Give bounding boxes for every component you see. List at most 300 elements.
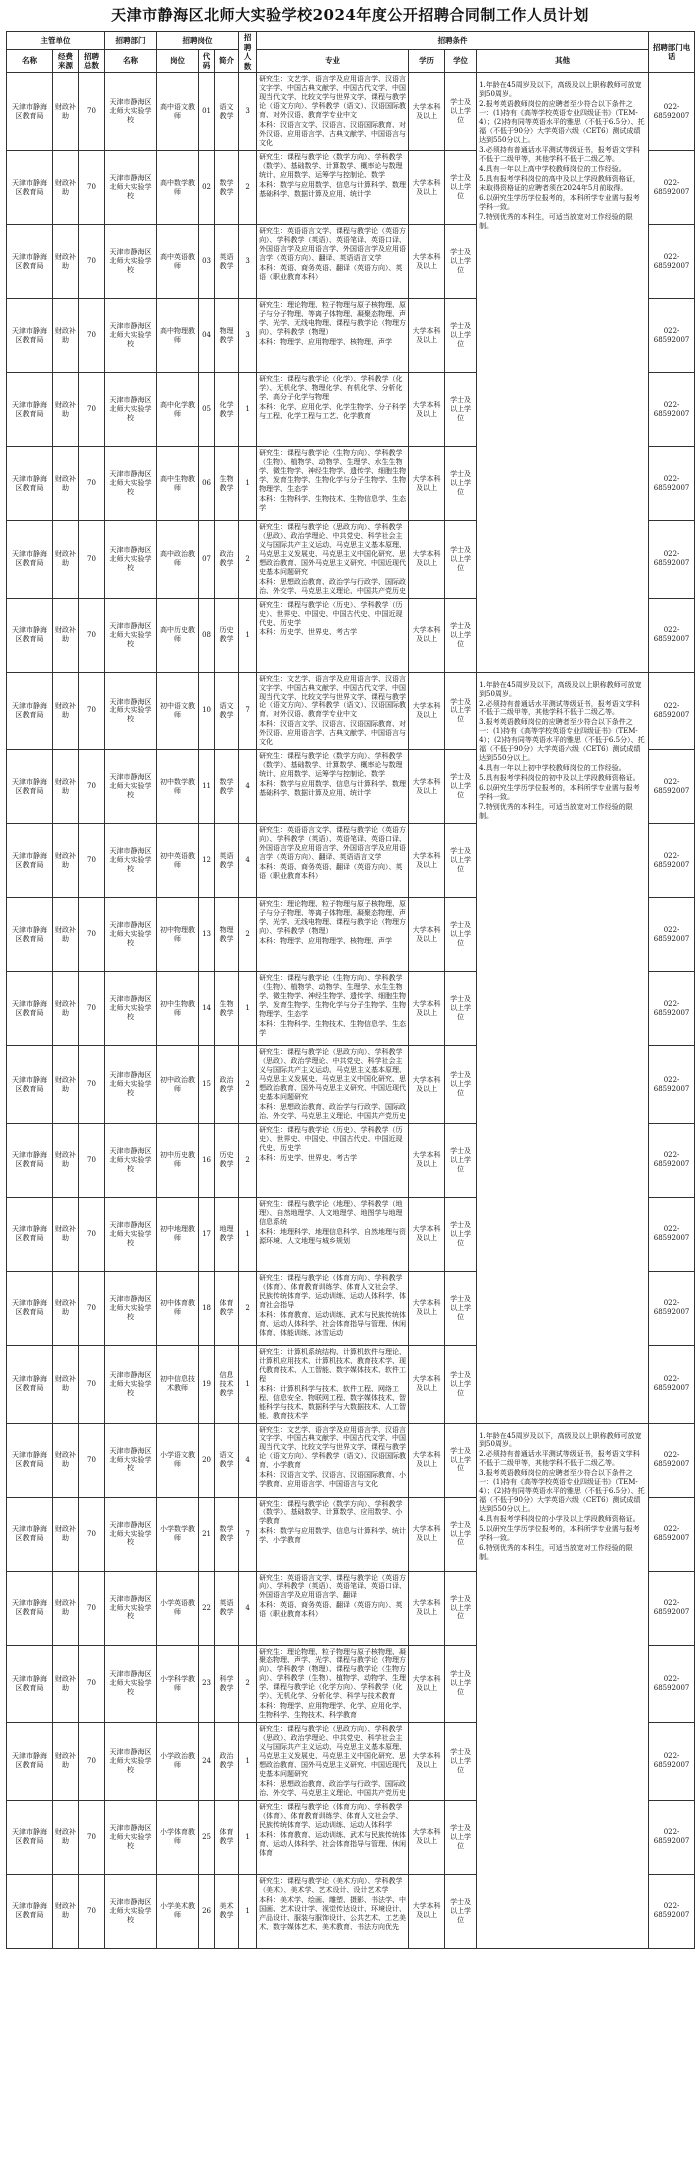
total-count: 70	[79, 1571, 105, 1645]
hire-count: 1	[239, 598, 257, 672]
post-name: 高中英语教师	[157, 225, 199, 299]
col-post: 岗位	[157, 49, 199, 72]
hire-count: 2	[239, 521, 257, 599]
table-row	[7, 73, 695, 151]
requirement-line: 1.年龄在45周岁及以下，高级及以上职称教师可放宽到50周岁。	[479, 680, 642, 698]
major-line: 本科：体育教育、运动训练、武术与民族传统体育、运动人体科学、社会体育指导与管理、休闲体育	[259, 1830, 407, 1857]
post-name: 小学数学教师	[157, 1497, 199, 1571]
total-count: 70	[79, 1197, 105, 1271]
other-requirements	[477, 672, 649, 1423]
education-level: 大学本科及以上	[409, 447, 445, 521]
degree-level: 学士及以上学位	[445, 824, 477, 898]
degree-level: 学士及以上学位	[445, 1723, 477, 1801]
major-line: 研究生：课程与教学论（美术方向）、学科教学（美术）、美术学、艺术设计、设计艺术学	[259, 1876, 403, 1894]
header-supervisor: 主管单位	[7, 32, 105, 50]
requirement-line: 2.报考英语教师岗位的应聘者至少符合以下条件之一：(1)持有《高等学校英语专业四级证书》（TEM-4）；(2)持有同等英语水平的雅思（不低于6.5分）、托福（不低于90分）大学英语六级（CET6）测试成绩达到550分以上。	[479, 100, 645, 145]
hire-count: 2	[239, 1645, 257, 1723]
requirement-line: 2.必须持有普通话水平测试等级证书，报考语文学科不低于二级甲等，其他学科不低于二级乙等。	[479, 1450, 640, 1468]
org-name: 天津市静海区教育局	[7, 1723, 53, 1801]
major-requirement	[257, 1800, 409, 1874]
major-line: 本科：数学与应用数学、信息与计算科学、数理基础科学、数据计算及应用、统计学	[259, 180, 407, 198]
org-name: 天津市静海区教育局	[7, 521, 53, 599]
post-code: 11	[199, 750, 215, 824]
post-code: 18	[199, 1271, 215, 1345]
degree-level: 学士及以上学位	[445, 299, 477, 373]
degree-level: 学士及以上学位	[445, 1123, 477, 1197]
major-line: 本科：美术学、绘画、雕塑、摄影、书法学、中国画、艺术设计学、视觉传达设计、环境设计、产品设计、服装与服饰设计、公共艺术、工艺美术、数字媒体艺术、美术教育、书法方向优先	[259, 1895, 407, 1931]
major-line: 研究生：文艺学、语言学及应用语言学、汉语言文字学、中国古典文献学、中国古代文学、中国现当代文学、比较文学与世界文学、课程与教学论（语文方向）、学科教学（语文）、汉语国际教育、对外汉语、教育学专业中文	[259, 75, 407, 120]
post-brief: 科学教学	[215, 1645, 239, 1723]
major-requirement	[257, 1645, 409, 1723]
hire-count: 4	[239, 824, 257, 898]
org-name: 天津市静海区教育局	[7, 972, 53, 1046]
dept-name: 天津市静海区北师大实验学校	[105, 1197, 157, 1271]
requirement-line: 4.具有一年以上初中学校教师岗位的工作经验。	[479, 764, 626, 773]
major-line: 研究生：课程与教学论（历史）、学科教学（历史）、世界史、中国史、中国古代史、中国近现代史、历史学	[259, 1125, 403, 1152]
post-name: 初中体育教师	[157, 1271, 199, 1345]
post-name: 初中数学教师	[157, 750, 199, 824]
education-level: 大学本科及以上	[409, 1497, 445, 1571]
fund-source: 财政补助	[53, 824, 79, 898]
major-line: 本科：物理学、应用物理学、化学、应用化学、生物科学、生物技术、科学教育	[259, 1702, 407, 1720]
requirement-line: 6.以研究生学历学位报考的，本科所学专业需与报考学科一致。	[479, 193, 640, 211]
hire-count: 2	[239, 151, 257, 225]
col-total: 招聘总数	[79, 49, 105, 72]
org-name: 天津市静海区教育局	[7, 1800, 53, 1874]
dept-name: 天津市静海区北师大实验学校	[105, 225, 157, 299]
major-line: 研究生：理论物理、粒子物理与原子核物理、原子与分子物理、等离子体物理、凝聚态物理、声学、光学、无线电物理、课程与教学论（物理方向）、学科教学（物理）	[259, 900, 407, 936]
major-line: 本科：思想政治教育、政治学与行政学、国际政治、外交学、马克思主义理论、中国共产党历史	[259, 577, 407, 595]
post-code: 24	[199, 1723, 215, 1801]
degree-level: 学士及以上学位	[445, 672, 477, 750]
dept-name: 天津市静海区北师大实验学校	[105, 1345, 157, 1423]
major-requirement	[257, 373, 409, 447]
major-line: 本科：体育教育、运动训练、武术与民族传统体育、运动人体科学、社会体育指导与管理、休闲体育、体能训练、冰雪运动	[259, 1310, 407, 1337]
major-requirement	[257, 447, 409, 521]
total-count: 70	[79, 225, 105, 299]
dept-phone: 022-68592007	[649, 1197, 695, 1271]
hire-count: 2	[239, 898, 257, 972]
dept-phone: 022-68592007	[649, 824, 695, 898]
post-name: 高中历史教师	[157, 598, 199, 672]
post-code: 20	[199, 1423, 215, 1497]
col-brief: 简介	[215, 49, 239, 72]
post-brief: 地理教学	[215, 1197, 239, 1271]
dept-phone: 022-68592007	[649, 299, 695, 373]
degree-level: 学士及以上学位	[445, 1800, 477, 1874]
major-line: 本科：历史学、世界史、考古学	[259, 628, 358, 637]
dept-name: 天津市静海区北师大实验学校	[105, 373, 157, 447]
fund-source: 财政补助	[53, 1197, 79, 1271]
education-level: 大学本科及以上	[409, 1571, 445, 1645]
fund-source: 财政补助	[53, 151, 79, 225]
degree-level: 学士及以上学位	[445, 1571, 477, 1645]
header-column-row	[7, 49, 695, 72]
total-count: 70	[79, 824, 105, 898]
major-line: 本科：物理学、应用物理学、核物理、声学	[259, 937, 393, 946]
education-level: 大学本科及以上	[409, 1197, 445, 1271]
major-line: 本科：地理科学、地理信息科学、自然地理与资源环境、人文地理与城乡规划	[259, 1227, 407, 1245]
dept-phone: 022-68592007	[649, 898, 695, 972]
major-line: 研究生：课程与教学论（数学方向）、学科教学（数学）、基础数学、计算数学、应用数学、小学教育	[259, 1499, 403, 1526]
dept-phone: 022-68592007	[649, 1723, 695, 1801]
major-line: 研究生：文艺学、语言学及应用语言学、汉语言文字学、中国古典文献学、中国古代文学、中国现当代文学、比较文学与世界文学、课程与教学论（语文方向）、学科教学（语文）、汉语国际教育、小学教育	[259, 1425, 407, 1470]
dept-phone: 022-68592007	[649, 1423, 695, 1497]
major-requirement	[257, 1345, 409, 1423]
total-count: 70	[79, 1271, 105, 1345]
hire-count: 1	[239, 1874, 257, 1948]
degree-level: 学士及以上学位	[445, 151, 477, 225]
post-brief: 化学教学	[215, 373, 239, 447]
major-line: 本科：汉语言文学、汉语言、汉语国际教育、小学教育、应用语言学、中国语言与文化	[259, 1471, 407, 1489]
major-line: 研究生：计算机系统结构、计算机软件与理论、计算机应用技术、计算机技术、教育技术学、现代教育技术、人工智能、数字媒体技术、软件工程	[259, 1347, 407, 1383]
requirement-line: 7.特别优秀的本科生，可适当放宽对工作经验的限制。	[479, 803, 633, 820]
other-requirements	[477, 1423, 649, 1948]
dept-name: 天津市静海区北师大实验学校	[105, 898, 157, 972]
dept-phone: 022-68592007	[649, 73, 695, 151]
org-name: 天津市静海区教育局	[7, 1197, 53, 1271]
dept-name: 天津市静海区北师大实验学校	[105, 1046, 157, 1124]
fund-source: 财政补助	[53, 1046, 79, 1124]
post-code: 12	[199, 824, 215, 898]
major-requirement	[257, 672, 409, 750]
major-line: 本科：思想政治教育、政治学与行政学、国际政治、外交学、马克思主义理论、中国共产党历史	[259, 1779, 407, 1797]
org-name: 天津市静海区教育局	[7, 1645, 53, 1723]
fund-source: 财政补助	[53, 1345, 79, 1423]
post-code: 08	[199, 598, 215, 672]
dept-phone: 022-68592007	[649, 1345, 695, 1423]
total-count: 70	[79, 447, 105, 521]
total-count: 70	[79, 1345, 105, 1423]
post-code: 05	[199, 373, 215, 447]
hire-count: 1	[239, 1723, 257, 1801]
total-count: 70	[79, 750, 105, 824]
total-count: 70	[79, 1645, 105, 1723]
org-name: 天津市静海区教育局	[7, 1345, 53, 1423]
education-level: 大学本科及以上	[409, 521, 445, 599]
dept-name: 天津市静海区北师大实验学校	[105, 1800, 157, 1874]
major-line: 本科：汉语言文学、汉语言、汉语国际教育、对外汉语、应用语言学、古典文献学、中国语言与文化	[259, 121, 407, 148]
major-requirement	[257, 151, 409, 225]
requirement-line: 1.年龄在45周岁及以下，高级及以上职称教师可放宽到50周岁。	[479, 81, 642, 99]
org-name: 天津市静海区教育局	[7, 1497, 53, 1571]
post-brief: 语文教学	[215, 73, 239, 151]
dept-name: 天津市静海区北师大实验学校	[105, 598, 157, 672]
education-level: 大学本科及以上	[409, 598, 445, 672]
major-requirement	[257, 824, 409, 898]
major-line: 研究生：课程与教学论（地理）、学科教学（地理）、自然地理学、人文地理学、地图学与地理信息系统	[259, 1199, 403, 1226]
major-line: 本科：思想政治教育、政治学与行政学、国际政治、外交学、马克思主义理论、中国共产党历史	[259, 1102, 407, 1120]
org-name: 天津市静海区教育局	[7, 73, 53, 151]
post-brief: 语文教学	[215, 672, 239, 750]
dept-phone: 022-68592007	[649, 1271, 695, 1345]
post-brief: 信息技术教学	[215, 1345, 239, 1423]
total-count: 70	[79, 1723, 105, 1801]
post-code: 22	[199, 1571, 215, 1645]
fund-source: 财政补助	[53, 1123, 79, 1197]
post-name: 小学英语教师	[157, 1571, 199, 1645]
post-brief: 政治教学	[215, 521, 239, 599]
education-level: 大学本科及以上	[409, 1046, 445, 1124]
col-major: 专业	[257, 49, 409, 72]
education-level: 大学本科及以上	[409, 672, 445, 750]
org-name: 天津市静海区教育局	[7, 447, 53, 521]
requirement-line: 3.报考英语教师岗位的应聘者至少符合以下条件之一：(1)持有《高等学校英语专业四级证书》（TEM-4）；(2)持有同等英语水平的雅思（不低于6.5分）、托福（不低于90分）大学英语六级（CET6）测试成绩达到550分以上。	[479, 1469, 645, 1514]
major-line: 本科：历史学、世界史、考古学	[259, 1153, 358, 1162]
major-line: 研究生：英语语言文学、课程与教学论（英语方向）、学科教学（英语）、英语笔译、英语口译、外国语言学及应用语言学、外国语言学及应用语言学（英语方向）、翻译、英语语言文学	[259, 227, 407, 262]
col-other: 其他	[477, 49, 649, 72]
fund-source: 财政补助	[53, 1423, 79, 1497]
major-line: 研究生：课程与教学论（思政方向）、学科教学（思政）、政治学理论、中共党史、科学社会主义与国际共产主义运动、马克思主义基本原理、马克思主义发展史、马克思主义中国化研究、思想政治教育、国外马克思主义研究、中国近现代史基本问题研究	[259, 523, 407, 576]
dept-name: 天津市静海区北师大实验学校	[105, 1497, 157, 1571]
major-line: 本科：计算机科学与技术、软件工程、网络工程、信息安全、物联网工程、数字媒体技术、智能科学与技术、数据科学与大数据技术、人工智能、教育技术学	[259, 1384, 407, 1420]
total-count: 70	[79, 672, 105, 750]
dept-name: 天津市静海区北师大实验学校	[105, 447, 157, 521]
dept-phone: 022-68592007	[649, 750, 695, 824]
org-name: 天津市静海区教育局	[7, 299, 53, 373]
org-name: 天津市静海区教育局	[7, 898, 53, 972]
post-brief: 历史教学	[215, 598, 239, 672]
major-requirement	[257, 1271, 409, 1345]
requirement-line: 4.具有一年以上高中学校教师岗位的工作经验。	[479, 164, 626, 173]
hire-count: 4	[239, 1423, 257, 1497]
post-code: 19	[199, 1345, 215, 1423]
education-level: 大学本科及以上	[409, 373, 445, 447]
major-line: 本科：英语、商务英语、翻译（英语方向）、英语（职业教育本科）	[259, 863, 403, 881]
post-name: 小学政治教师	[157, 1723, 199, 1801]
post-name: 初中历史教师	[157, 1123, 199, 1197]
education-level: 大学本科及以上	[409, 1800, 445, 1874]
education-level: 大学本科及以上	[409, 1874, 445, 1948]
header-phone: 招聘部门电话	[649, 32, 695, 73]
post-name: 初中物理教师	[157, 898, 199, 972]
total-count: 70	[79, 151, 105, 225]
education-level: 大学本科及以上	[409, 898, 445, 972]
post-name: 初中语文教师	[157, 672, 199, 750]
fund-source: 财政补助	[53, 972, 79, 1046]
requirement-line: 6.以研究生学历学位报考的，本科所学专业需与报考学科一致。	[479, 784, 640, 802]
major-requirement	[257, 73, 409, 151]
post-code: 04	[199, 299, 215, 373]
major-line: 研究生：课程与教学论（体育方向）、学科教学（体育）、体育教育训练学、体育人文社会学、民族传统体育学、运动训练、运动人体科学、体育社会指导	[259, 1273, 407, 1309]
header-post: 招聘岗位	[157, 32, 239, 50]
fund-source: 财政补助	[53, 750, 79, 824]
education-level: 大学本科及以上	[409, 750, 445, 824]
requirement-line: 5.具有报考学科岗位的高中及以上学段教师资格证，未取得资格证的应聘者须在2024年5月前取得。	[479, 174, 640, 192]
post-brief: 英语教学	[215, 225, 239, 299]
education-level: 大学本科及以上	[409, 1645, 445, 1723]
total-count: 70	[79, 1497, 105, 1571]
hire-count: 4	[239, 1571, 257, 1645]
requirement-line: 3.报考英语教师岗位的应聘者至少符合以下条件之一：(1)持有《高等学校英语专业四级证书》（TEM-4）；(2)持有同等英语水平的雅思（不低于6.5分）、托福（不低于90分）大学英语六级（CET6）测试成绩达到550分以上。	[479, 718, 645, 763]
major-line: 研究生：课程与教学论（历史）、学科教学（历史）、世界史、中国史、中国古代史、中国近现代史、历史学	[259, 600, 403, 627]
post-brief: 物理教学	[215, 898, 239, 972]
degree-level: 学士及以上学位	[445, 1497, 477, 1571]
major-line: 研究生：课程与教学论（生物方向）、学科教学（生物）、植物学、动物学、生理学、水生生物学、微生物学、神经生物学、遗传学、细胞生物学、发育生物学、生物化学与分子生物学、生物物理学、生态学	[259, 449, 407, 493]
post-brief: 政治教学	[215, 1046, 239, 1124]
education-level: 大学本科及以上	[409, 151, 445, 225]
post-name: 初中信息技术教师	[157, 1345, 199, 1423]
header-count: 招聘人数	[239, 32, 257, 73]
major-requirement	[257, 972, 409, 1046]
col-code: 代码	[199, 49, 215, 72]
hire-count: 1	[239, 972, 257, 1046]
education-level: 大学本科及以上	[409, 1723, 445, 1801]
degree-level: 学士及以上学位	[445, 225, 477, 299]
org-name: 天津市静海区教育局	[7, 598, 53, 672]
total-count: 70	[79, 1800, 105, 1874]
major-line: 本科：数学与应用数学、信息与计算科学、统计学、小学教育	[259, 1527, 407, 1545]
col-fund: 经费来源	[53, 49, 79, 72]
col-degree: 学位	[445, 49, 477, 72]
major-line: 研究生：课程与教学论（数学方向）、学科教学（数学）、基础数学、计算数学、概率论与数理统计、应用数学、运筹学与控制论、数学	[259, 752, 403, 779]
degree-level: 学士及以上学位	[445, 1874, 477, 1948]
hire-count: 1	[239, 1345, 257, 1423]
hire-count: 1	[239, 1197, 257, 1271]
recruitment-table	[6, 31, 695, 1949]
degree-level: 学士及以上学位	[445, 898, 477, 972]
total-count: 70	[79, 1874, 105, 1948]
fund-source: 财政补助	[53, 1874, 79, 1948]
dept-name: 天津市静海区北师大实验学校	[105, 672, 157, 750]
degree-level: 学士及以上学位	[445, 1423, 477, 1497]
page-title: 天津市静海区北师大实验学校2024年度公开招聘合同制工作人员计划	[111, 6, 589, 24]
post-brief: 生物教学	[215, 972, 239, 1046]
post-code: 03	[199, 225, 215, 299]
post-name: 小学体育教师	[157, 1800, 199, 1874]
major-requirement	[257, 598, 409, 672]
education-level: 大学本科及以上	[409, 299, 445, 373]
hire-count: 4	[239, 750, 257, 824]
org-name: 天津市静海区教育局	[7, 824, 53, 898]
dept-phone: 022-68592007	[649, 972, 695, 1046]
post-name: 初中生物教师	[157, 972, 199, 1046]
hire-count: 2	[239, 1046, 257, 1124]
post-code: 07	[199, 521, 215, 599]
post-name: 高中物理教师	[157, 299, 199, 373]
requirement-line: 5.以研究生学历学位报考的，本科所学专业需与报考学科一致。	[479, 1525, 640, 1542]
dept-name: 天津市静海区北师大实验学校	[105, 73, 157, 151]
major-requirement	[257, 750, 409, 824]
dept-name: 天津市静海区北师大实验学校	[105, 1874, 157, 1948]
post-name: 初中英语教师	[157, 824, 199, 898]
requirement-line: 3.必须持有普通话水平测试等级证书，报考语文学科不低于二级甲等，其他学科不低于二级乙等。	[479, 146, 640, 163]
post-code: 15	[199, 1046, 215, 1124]
post-code: 17	[199, 1197, 215, 1271]
dept-name: 天津市静海区北师大实验学校	[105, 1645, 157, 1723]
major-line: 本科：生物科学、生物技术、生物信息学、生态学	[259, 494, 407, 512]
table-row	[7, 672, 695, 750]
table-body	[7, 73, 695, 1948]
hire-count: 1	[239, 447, 257, 521]
requirement-line: 2.必须持有普通话水平测试等级证书，报考语文学科不低于二级甲等，其他学科不低于二级乙等。	[479, 699, 640, 717]
post-brief: 生物教学	[215, 447, 239, 521]
dept-name: 天津市静海区北师大实验学校	[105, 1423, 157, 1497]
dept-name: 天津市静海区北师大实验学校	[105, 521, 157, 599]
major-requirement	[257, 299, 409, 373]
post-code: 14	[199, 972, 215, 1046]
education-level: 大学本科及以上	[409, 225, 445, 299]
header-conditions: 招聘条件	[257, 32, 649, 50]
requirement-line: 4.具有报考学科岗位的小学及以上学段教师资格证。	[479, 1515, 640, 1524]
org-name: 天津市静海区教育局	[7, 1874, 53, 1948]
degree-level: 学士及以上学位	[445, 521, 477, 599]
education-level: 大学本科及以上	[409, 972, 445, 1046]
post-brief: 英语教学	[215, 824, 239, 898]
degree-level: 学士及以上学位	[445, 1046, 477, 1124]
fund-source: 财政补助	[53, 598, 79, 672]
fund-source: 财政补助	[53, 1497, 79, 1571]
total-count: 70	[79, 373, 105, 447]
degree-level: 学士及以上学位	[445, 598, 477, 672]
header-group-row	[7, 32, 695, 50]
major-line: 本科：化学、应用化学、化学生物学、分子科学与工程、化学工程与工艺、化学教育	[259, 402, 407, 420]
total-count: 70	[79, 299, 105, 373]
requirement-line: 1.年龄在45周岁及以下，高级及以上职称教师可放宽到50周岁。	[479, 1431, 642, 1449]
dept-phone: 022-68592007	[649, 1123, 695, 1197]
post-brief: 政治教学	[215, 1723, 239, 1801]
major-requirement	[257, 1874, 409, 1948]
major-requirement	[257, 1046, 409, 1124]
major-line: 研究生：课程与教学论（思政方向）、学科教学（思政）、政治学理论、中共党史、科学社会主义与国际共产主义运动、马克思主义基本原理、马克思主义发展史、马克思主义中国化研究、思想政治教育、国外马克思主义研究、中国近现代史基本问题研究	[259, 1725, 407, 1778]
post-name: 初中地理教师	[157, 1197, 199, 1271]
dept-phone: 022-68592007	[649, 521, 695, 599]
fund-source: 财政补助	[53, 299, 79, 373]
major-requirement	[257, 225, 409, 299]
fund-source: 财政补助	[53, 1271, 79, 1345]
post-name: 小学科学教师	[157, 1645, 199, 1723]
major-line: 研究生：课程与教学论（化学）、学科教学（化学）、无机化学、物理化学、有机化学、分析化学、高分子化学与物理	[259, 375, 403, 401]
post-code: 25	[199, 1800, 215, 1874]
dept-phone: 022-68592007	[649, 1800, 695, 1874]
dept-phone: 022-68592007	[649, 447, 695, 521]
total-count: 70	[79, 1046, 105, 1124]
major-line: 本科：生物科学、生物技术、生物信息学、生态学	[259, 1020, 407, 1037]
org-name: 天津市静海区教育局	[7, 1046, 53, 1124]
dept-phone: 022-68592007	[649, 1497, 695, 1571]
major-requirement	[257, 1197, 409, 1271]
post-brief: 体育教学	[215, 1271, 239, 1345]
dept-name: 天津市静海区北师大实验学校	[105, 1271, 157, 1345]
hire-count: 7	[239, 672, 257, 750]
org-name: 天津市静海区教育局	[7, 1271, 53, 1345]
education-level: 大学本科及以上	[409, 73, 445, 151]
major-line: 本科：数学与应用数学、信息与计算科学、数理基础科学、数据计算及应用、统计学	[259, 780, 407, 798]
fund-source: 财政补助	[53, 1723, 79, 1801]
education-level: 大学本科及以上	[409, 824, 445, 898]
major-line: 研究生：理论物理、粒子物理与原子核物理、原子与分子物理、等离子体物理、凝聚态物理、声学、光学、无线电物理、课程与教学论（物理方向）、学科教学（物理）	[259, 301, 407, 336]
post-brief: 数学教学	[215, 151, 239, 225]
major-line: 本科：英语、商务英语、翻译（英语方向）、英语（职业教育本科）	[259, 263, 403, 281]
post-brief: 语文教学	[215, 1423, 239, 1497]
post-code: 13	[199, 898, 215, 972]
post-brief: 英语教学	[215, 1571, 239, 1645]
dept-name: 天津市静海区北师大实验学校	[105, 750, 157, 824]
degree-level: 学士及以上学位	[445, 972, 477, 1046]
major-requirement	[257, 1497, 409, 1571]
post-name: 高中政治教师	[157, 521, 199, 599]
degree-level: 学士及以上学位	[445, 750, 477, 824]
col-dept-name: 名称	[105, 49, 157, 72]
dept-name: 天津市静海区北师大实验学校	[105, 1123, 157, 1197]
hire-count: 2	[239, 1123, 257, 1197]
total-count: 70	[79, 972, 105, 1046]
other-requirements	[477, 73, 649, 672]
post-code: 06	[199, 447, 215, 521]
degree-level: 学士及以上学位	[445, 73, 477, 151]
major-line: 研究生：英语语言文学、课程与教学论（英语方向）、学科教学（英语）、英语笔译、英语口译、外国语言学及应用语言学、翻译	[259, 1573, 407, 1600]
total-count: 70	[79, 521, 105, 599]
